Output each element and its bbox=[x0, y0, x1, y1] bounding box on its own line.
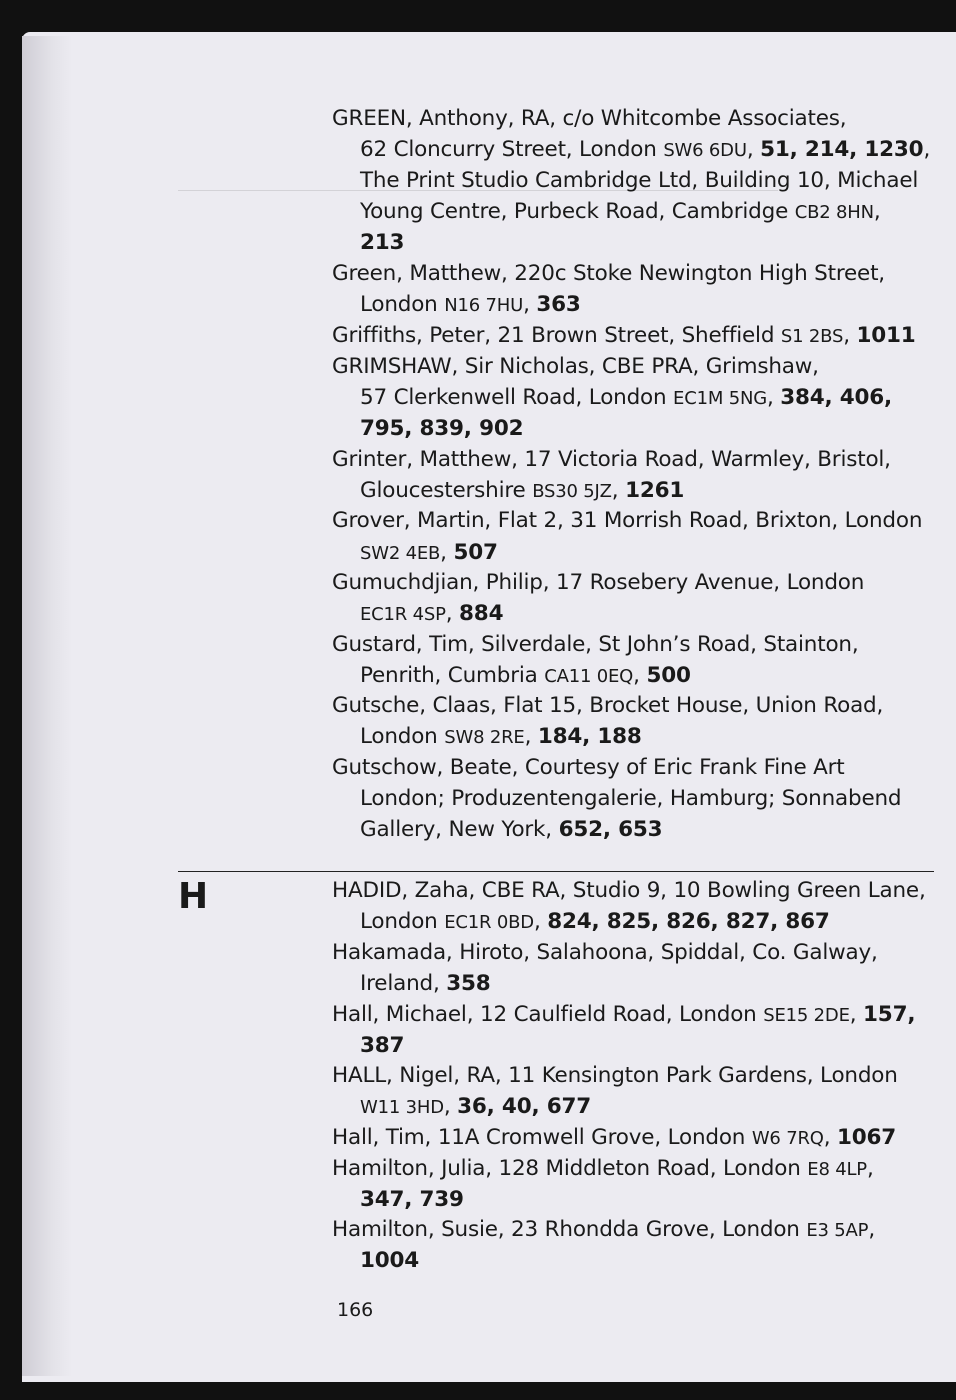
index-entry-line bbox=[332, 320, 916, 352]
index-entry-continuation bbox=[360, 1245, 419, 1276]
entry-text: London; Produzentengalerie, Hamburg; Sonnabend bbox=[360, 786, 902, 811]
page-references: 507 bbox=[453, 540, 498, 565]
page-references: 652, 653 bbox=[558, 817, 663, 842]
page-references: 358 bbox=[446, 971, 491, 996]
postcode: EC1R 4SP bbox=[360, 604, 446, 625]
entry-text: Gloucestershire bbox=[360, 478, 533, 503]
entry-text: , bbox=[524, 724, 538, 749]
entry-text: , bbox=[440, 540, 454, 565]
entry-text: , bbox=[611, 478, 626, 503]
index-entry-continuation bbox=[360, 475, 684, 507]
postcode: CB2 8HN bbox=[794, 202, 874, 223]
section-divider bbox=[178, 871, 934, 872]
entry-text: , bbox=[873, 199, 881, 224]
index-entry-line bbox=[332, 1122, 896, 1154]
postcode: EC1M 5NG bbox=[673, 388, 767, 409]
page-references: 157, bbox=[863, 1002, 916, 1027]
entry-text: Griffiths, Peter, 21 Brown Street, Sheffield bbox=[332, 323, 781, 348]
entry-text: Green, Matthew, 220c Stoke Newington High Street, bbox=[332, 261, 885, 286]
entry-text: , bbox=[866, 1156, 874, 1181]
entry-text: , bbox=[843, 323, 857, 348]
entry-text: Young Centre, Purbeck Road, Cambridge bbox=[360, 199, 795, 224]
section-letter: H bbox=[178, 876, 209, 917]
postcode: N16 7HU bbox=[444, 295, 524, 316]
postcode: EC1R 0BD bbox=[444, 912, 534, 933]
index-entry-line bbox=[332, 1060, 898, 1091]
entry-text: Grinter, Matthew, 17 Victoria Road, Warmley, Bristol, bbox=[332, 447, 891, 472]
index-entry-continuation bbox=[360, 968, 491, 999]
entry-text: , bbox=[523, 292, 537, 317]
entry-text: HALL, Nigel, RA, 11 Kensington Park Gardens, London bbox=[332, 1063, 898, 1088]
entry-text: Ireland, bbox=[360, 971, 447, 996]
entry-text: Gumuchdjian, Philip, 17 Rosebery Avenue, London bbox=[332, 570, 865, 595]
index-entry-line bbox=[332, 505, 922, 536]
entry-text: Gustard, Tim, Silverdale, St John’s Road, Stainton, bbox=[332, 632, 859, 657]
index-entry-line bbox=[332, 1214, 875, 1246]
entry-text: Gutsche, Claas, Flat 15, Brocket House, Union Road, bbox=[332, 693, 884, 718]
page-references: 1004 bbox=[360, 1248, 420, 1273]
postcode: SW2 4EB bbox=[360, 543, 441, 564]
entry-text: 57 Clerkenwell Road, London bbox=[360, 385, 674, 410]
entry-text: , bbox=[868, 1217, 875, 1242]
entry-text: Grover, Martin, Flat 2, 31 Morrish Road, Brixton, London bbox=[332, 508, 923, 533]
page-references: 36, 40, 677 bbox=[457, 1094, 591, 1119]
index-entry-line bbox=[332, 258, 885, 289]
index-entry-continuation bbox=[360, 906, 830, 938]
entry-text: Penrith, Cumbria bbox=[360, 663, 545, 688]
entry-text: GREEN, Anthony, RA, c/o Whitcombe Associates, bbox=[332, 106, 847, 131]
entry-text: , bbox=[445, 601, 460, 626]
index-entry-continuation bbox=[360, 382, 892, 414]
entry-text: Hall, Michael, 12 Caulfield Road, London bbox=[332, 1002, 764, 1027]
index-entry-line bbox=[332, 351, 819, 382]
entry-text: Hamilton, Julia, 128 Middleton Road, London bbox=[332, 1156, 808, 1181]
entry-text: Hamilton, Susie, 23 Rhondda Grove, London bbox=[332, 1217, 807, 1242]
postcode: W11 3HD bbox=[360, 1097, 444, 1118]
page-references: 51, 214, 1230 bbox=[760, 137, 924, 162]
page-references: 184, 188 bbox=[537, 724, 642, 749]
page-references: 824, 825, 826, 827, 867 bbox=[547, 909, 830, 934]
index-entry-line bbox=[332, 567, 864, 598]
index-entry-continuation bbox=[360, 289, 581, 321]
page-references: 384, 406, bbox=[780, 385, 893, 410]
page-references: 884 bbox=[459, 601, 504, 626]
page-references: 1261 bbox=[625, 478, 685, 503]
index-entry-continuation bbox=[360, 227, 404, 258]
entry-text: , bbox=[533, 909, 548, 934]
entry-text: London bbox=[360, 292, 445, 317]
page-references: 363 bbox=[536, 292, 581, 317]
index-entry-continuation bbox=[360, 721, 642, 753]
entry-text: London bbox=[360, 909, 445, 934]
entry-text: , bbox=[443, 1094, 458, 1119]
postcode: SW6 6DU bbox=[663, 140, 747, 161]
postcode: CA11 0EQ bbox=[544, 666, 634, 687]
entry-text: Hall, Tim, 11A Cromwell Grove, London bbox=[332, 1125, 752, 1150]
entry-text: Hakamada, Hiroto, Salahoona, Spiddal, Co. Galway, bbox=[332, 940, 878, 965]
entry-text: , bbox=[633, 663, 647, 688]
index-entry-line bbox=[332, 1153, 874, 1185]
postcode: W6 7RQ bbox=[751, 1128, 824, 1149]
index-entry-continuation bbox=[360, 783, 901, 814]
entry-text: Gutschow, Beate, Courtesy of Eric Frank Fine Art bbox=[332, 755, 845, 780]
page-references: 1011 bbox=[856, 323, 916, 348]
index-entry-line bbox=[332, 629, 858, 660]
page-references: 213 bbox=[360, 230, 405, 255]
index-entry-continuation bbox=[360, 598, 503, 630]
entry-text: , bbox=[823, 1125, 838, 1150]
page-references: 387 bbox=[360, 1033, 405, 1058]
index-entry-line bbox=[332, 690, 883, 721]
entry-text: HADID, Zaha, CBE RA, Studio 9, 10 Bowling Green Lane, bbox=[332, 878, 926, 903]
entry-text: , bbox=[746, 137, 761, 162]
index-entry-line bbox=[332, 875, 926, 906]
entry-text: The Print Studio Cambridge Ltd, Building 10, Michael bbox=[360, 168, 919, 193]
postcode: SE15 2DE bbox=[763, 1005, 850, 1026]
page-references: 795, 839, 902 bbox=[360, 416, 524, 441]
index-entry-continuation bbox=[360, 537, 498, 569]
index-entry-continuation bbox=[360, 1091, 591, 1123]
index-entry-continuation bbox=[360, 196, 881, 228]
index-entry-continuation bbox=[360, 814, 662, 845]
index-entry-line bbox=[332, 752, 844, 783]
postcode: E3 5AP bbox=[806, 1220, 869, 1241]
index-entry-line bbox=[332, 103, 846, 134]
page-references: 1067 bbox=[837, 1125, 897, 1150]
index-entry-continuation bbox=[360, 660, 691, 692]
index-entry-line bbox=[332, 444, 891, 475]
postcode: BS30 5JZ bbox=[532, 481, 612, 502]
entry-text: , bbox=[766, 385, 781, 410]
index-entry-continuation bbox=[360, 1030, 404, 1061]
index-entry-continuation bbox=[360, 134, 930, 166]
entry-text: 62 Cloncurry Street, London bbox=[360, 137, 664, 162]
postcode: S1 2BS bbox=[780, 326, 844, 347]
index-entry-continuation bbox=[360, 413, 523, 444]
entry-text: London bbox=[360, 724, 445, 749]
page-number: 166 bbox=[337, 1299, 374, 1321]
entry-text: , bbox=[923, 137, 931, 162]
index-entry-line bbox=[332, 999, 915, 1031]
entry-text: Gallery, New York, bbox=[360, 817, 559, 842]
index-entry-line bbox=[332, 937, 878, 968]
postcode: SW8 2RE bbox=[444, 727, 525, 748]
index-entry-continuation bbox=[360, 1184, 464, 1215]
page-references: 347, 739 bbox=[360, 1187, 464, 1212]
entry-text: , bbox=[849, 1002, 864, 1027]
page-references: 500 bbox=[646, 663, 691, 688]
index-entry-continuation bbox=[360, 165, 918, 196]
postcode: E8 4LP bbox=[807, 1159, 867, 1180]
entry-text: GRIMSHAW, Sir Nicholas, CBE PRA, Grimshaw, bbox=[332, 354, 819, 379]
